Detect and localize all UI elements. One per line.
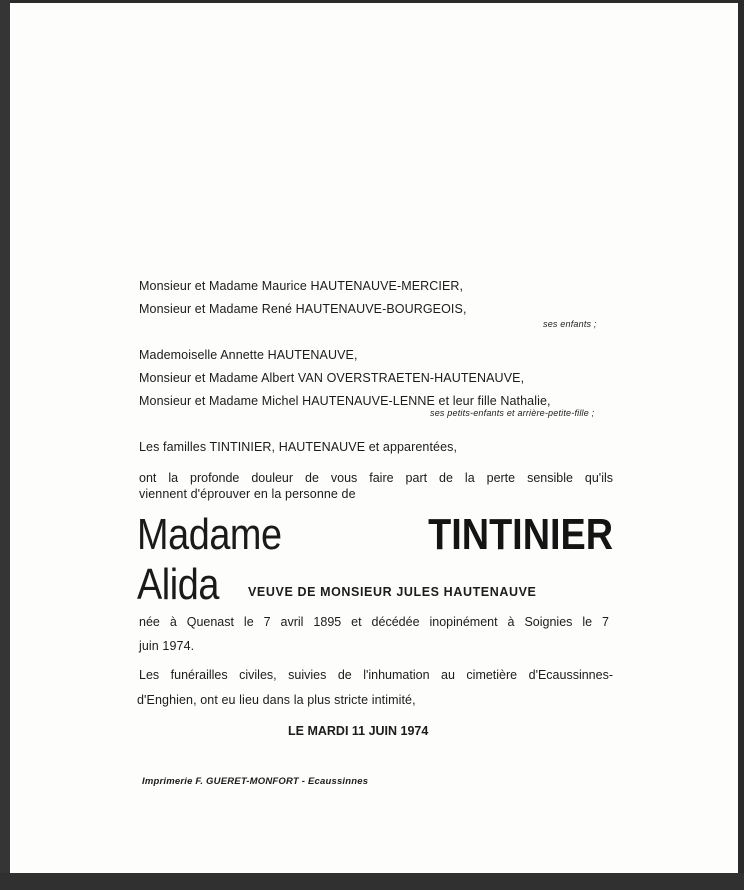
funeral-date: LE MARDI 11 JUIN 1974	[288, 724, 429, 738]
deceased-given-name: Madame Alida	[137, 510, 282, 609]
families-line: Les familles TINTINIER, HAUTENAUVE et apparentées,	[139, 440, 458, 454]
grandchild-line: Monsieur et Madame Michel HAUTENAUVE-LENNE et leur fille Nathalie,	[139, 394, 551, 408]
birth-death-line: juin 1974.	[139, 639, 195, 653]
deceased-surname: TINTINIER	[428, 510, 613, 559]
grandchild-line: Monsieur et Madame Albert VAN OVERSTRAETEN-HAUTENAUVE,	[139, 371, 525, 385]
child-line: Monsieur et Madame René HAUTENAUVE-BOURGEOIS,	[139, 302, 467, 316]
grandchildren-note: ses petits-enfants et arrière-petite-fille ;	[430, 408, 595, 418]
printer-credit: Imprimerie F. GUERET-MONFORT - Ecaussinnes	[142, 776, 369, 787]
scan-edge-bottom	[0, 873, 744, 890]
announcement-line: viennent d'éprouver en la personne de	[139, 487, 356, 501]
widow-of-line: VEUVE DE MONSIEUR JULES HAUTENAUVE	[248, 585, 537, 599]
grandchild-line: Mademoiselle Annette HAUTENAUVE,	[139, 348, 358, 362]
announcement-card	[10, 3, 738, 873]
birth-death-line: née à Quenast le 7 avril 1895 et décédée inopinément à Soignies le 7	[139, 615, 609, 629]
scan-edge-left	[0, 0, 10, 890]
children-note: ses enfants ;	[543, 319, 597, 329]
funeral-line: d'Enghien, ont eu lieu dans la plus stricte intimité,	[137, 693, 416, 707]
announcement-line: ont la profonde douleur de vous faire part de la perte sensible qu'ils	[139, 471, 613, 485]
child-line: Monsieur et Madame Maurice HAUTENAUVE-MERCIER,	[139, 279, 464, 293]
funeral-line: Les funérailles civiles, suivies de l'inhumation au cimetière d'Ecaussinnes-	[139, 668, 613, 682]
